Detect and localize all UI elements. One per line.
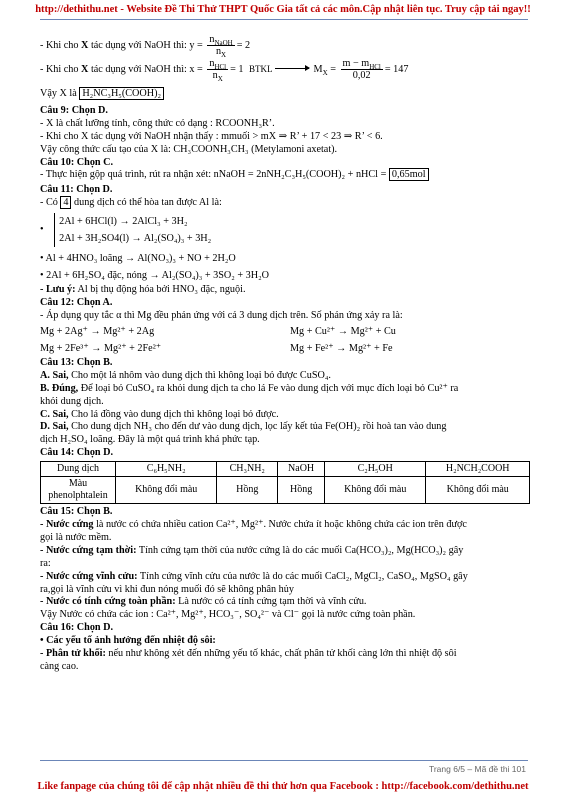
boxed-number: 4	[60, 196, 71, 209]
option-d	[40, 421, 530, 434]
text: =	[327, 63, 336, 75]
top-banner-link[interactable]: http://dethithu.net - Website Đề Thi Thử THPT Quốc Gia tất cả các môn.Cập nhật liên tục. Truy cập tải ngay!!	[35, 4, 531, 15]
num-sub: HCl	[214, 63, 227, 72]
den-sub: X	[221, 51, 227, 60]
text: Để loại bỏ CuSO₄ ra khỏi dung dịch ta cho lá Fe vào dung dịch với mục đích loại bỏ Cu²⁺ ra	[78, 382, 459, 394]
num: n	[209, 34, 215, 45]
den: n	[212, 70, 218, 81]
text: - Áp dụng quy tắc α thì Mg đều phản ứng với cả 3 dung dịch trên. Số phản ứng xảy ra là:	[40, 309, 403, 321]
text: tác dụng với NaOH thì: x =	[88, 63, 203, 75]
fraction-naoh	[207, 34, 234, 60]
table-cell: Không đổi màu	[325, 477, 426, 504]
text	[40, 169, 530, 182]
text: - Khi cho	[40, 63, 82, 75]
text: là nước có chứa nhiều cation Ca²⁺, Mg²⁺. Nước chứa ít hoặc không chứa các ion trên được	[93, 519, 467, 531]
reaction-row	[40, 340, 530, 357]
reaction: • 2Al + 6H₂SO₄ đặc, nóng → Al₂(SO₄)₃ + 3SO₂ + 3H₂O	[40, 270, 270, 282]
hcl-ratio-line	[40, 58, 530, 86]
table-row	[41, 477, 530, 504]
text: gọi là nước mềm.	[40, 531, 112, 543]
text	[40, 545, 530, 558]
sub: X	[322, 68, 328, 77]
text	[40, 519, 530, 532]
boxed-answer: 0,65mol	[389, 168, 429, 181]
text	[40, 197, 530, 210]
table-header-cell: C₂H₅OH	[325, 462, 426, 477]
text: Al bị thụ động hóa bởi HNO₃ đặc, nguội.	[75, 284, 246, 296]
table-cell: Màu phenolphtalein	[41, 477, 116, 504]
table-cell: Không đổi màu	[426, 477, 530, 504]
text	[40, 648, 530, 661]
table-header-cell: C₆H₅NH₂	[116, 462, 217, 477]
arrow-icon	[275, 68, 309, 69]
label: A. Sai,	[40, 369, 69, 381]
reaction: Mg + 2Fe³⁺ → Mg²⁺ + 2Fe²⁺	[40, 342, 162, 354]
table-header-cell: NaOH	[278, 462, 325, 477]
label: - Nước cứng vĩnh cửu:	[40, 570, 138, 582]
table-header-cell: H₂NCH₂COOH	[426, 462, 530, 477]
reaction: Mg + Fe²⁺ → Mg²⁺ + Fe	[290, 342, 393, 354]
num-sub: HCl	[369, 63, 381, 72]
table-cell: Không đổi màu	[116, 477, 217, 504]
text: khỏi dung dịch.	[40, 395, 104, 407]
label: - Phân tử khối:	[40, 648, 106, 660]
label: C. Sai,	[40, 408, 69, 420]
text: ra,gọi là vĩnh cửu vì khi đun nóng muối đó sẽ không phân hủy	[40, 583, 294, 595]
result: = 2	[236, 39, 251, 51]
den: n	[215, 46, 222, 57]
text: dịch H₂SO₄ loãng. Đây là một quá trình khá phức tạp.	[40, 434, 260, 446]
text: - Khi cho	[40, 39, 82, 51]
note-label: - Lưu ý:	[40, 284, 76, 296]
text: Cho một lá nhôm vào dung dịch thì không loại bỏ được CuSO₄.	[68, 369, 331, 381]
question-9-heading: Câu 9: Chọn D.	[40, 104, 108, 116]
top-divider	[40, 19, 528, 20]
num-sub: NaOH	[214, 39, 233, 48]
table-header-cell: CH₃NH₂	[217, 462, 278, 477]
text: Tính cứng tạm thời của nước cứng là do các muối Ca(HCO₃)₂, Mg(HCO₃)₂ gây	[136, 544, 464, 556]
bottom-banner-link[interactable]: Like fanpage của chúng tôi để cập nhật nhiều đề thi thử hơn qua Facebook : http://facebook.com/dethithu.net	[37, 781, 529, 792]
reaction: 2Al + 6HCl(l) → 2AlCl₃ + 3H₂	[59, 216, 188, 228]
reaction: Mg + 2Ag⁺ → Mg²⁺ + 2Ag	[40, 325, 155, 337]
text: Là nước có cả tính cứng tạm thời và vĩnh cửu.	[175, 596, 367, 608]
label: - Nước cứng tạm thời:	[40, 544, 137, 556]
text: - Khi cho X tác dụng với NaOH nhận thấy : mmuối > mX ⇒ R’ + 17 < 23 ⇒ R’ < 6.	[40, 130, 383, 142]
text: Vậy X là	[40, 88, 77, 99]
text: dung dịch có thể hòa tan được Al là:	[71, 197, 222, 209]
question-16-heading: Câu 16: Chọn D.	[40, 622, 114, 634]
brace-group	[54, 213, 211, 247]
subheading: • Các yếu tố ảnh hưởng đến nhiệt độ sôi:	[40, 635, 216, 647]
reaction: Mg + Cu²⁺ → Mg²⁺ + Cu	[290, 325, 396, 337]
label: - Nước có tính cứng toàn phần:	[40, 596, 176, 608]
option-a	[40, 370, 530, 383]
bullet: •	[40, 223, 44, 235]
text: Cho lá đồng vào dung dịch thì không loại bỏ được.	[68, 408, 279, 420]
text: Vậy Nước có chứa các ion : Ca²⁺, Mg²⁺, HCO₃⁻, SO₄²⁻ và Cl⁻ gọi là nước cứng toàn phần.	[40, 609, 416, 621]
label: D. Sai,	[40, 421, 69, 433]
text: - Thực hiện gộp quá trình, rút ra nhận xét: nNaOH = 2nNH₂C₃H₅(COOH)₂ + nHCl =	[40, 169, 387, 181]
label: - Nước cứng	[40, 519, 94, 531]
num: n	[209, 58, 215, 69]
reaction: • Al + 4HNO₃ loãng → Al(NO₃)₃ + NO + 2H₂O	[40, 253, 236, 265]
table-header-cell: Dung dịch	[41, 462, 116, 477]
solution-content	[40, 34, 530, 674]
reaction-row	[40, 323, 530, 340]
question-14-heading: Câu 14: Chọn D.	[40, 447, 114, 459]
reaction-brace	[40, 213, 530, 247]
arrow-label: BTKL	[249, 64, 273, 75]
table-cell: Hồng	[278, 477, 325, 504]
text	[40, 571, 530, 584]
reaction: 2Al + 3H₂SO4(l) → Al₂(SO₄)₃ + 3H₂	[59, 233, 212, 245]
text: Vậy công thức cấu tạo của X là: CH₃COONH₃CH₃ (Metylamoni axetat).	[40, 143, 338, 155]
text: Tính cứng vĩnh cửu của nước là do các muối CaCl₂, MgCl₂, CaSO₄, MgSO₄ gây	[137, 570, 468, 582]
text: - X là chất lưỡng tính, công thức có dạng : RCOONH₃R’.	[40, 117, 275, 129]
text	[40, 596, 530, 609]
result: = 147	[384, 63, 409, 75]
compound-x: X	[81, 39, 89, 51]
num: m − m	[342, 58, 370, 69]
table-cell: Hồng	[217, 477, 278, 504]
text: càng cao.	[40, 661, 79, 672]
compound-x: X	[81, 63, 89, 75]
text: ra:	[40, 557, 51, 569]
page-number: Trang 6/5 – Mã đề thi 101	[428, 764, 526, 774]
text: Cho dung dịch NH₃ cho đến dư vào dung dịch, lọc lấy kết tủa Fe(OH)₂ rồi hoà tan vào dung	[68, 421, 447, 433]
naoh-ratio-line	[40, 34, 530, 58]
question-12-heading: Câu 12: Chọn A.	[40, 297, 113, 309]
label: B. Đúng,	[40, 382, 79, 394]
text: tác dụng với NaOH thì: y =	[88, 39, 203, 51]
text: M	[313, 63, 323, 75]
option-c	[40, 409, 530, 422]
note	[40, 284, 530, 297]
phenolphthalein-table	[40, 461, 530, 504]
table-header-row	[41, 462, 530, 477]
fraction-hcl	[207, 58, 228, 84]
question-11-heading: Câu 11: Chọn D.	[40, 184, 113, 196]
den: 0,02	[352, 70, 371, 81]
footer-divider	[40, 760, 528, 761]
text: - Có	[40, 197, 61, 209]
btkl-arrow	[249, 63, 311, 76]
boxed-answer: H₂NC₃H₅(COOH)₂	[79, 87, 164, 100]
option-b	[40, 383, 530, 396]
question-13-heading: Câu 13: Chọn B.	[40, 356, 113, 368]
fraction-mass	[341, 58, 383, 81]
question-15-heading: Câu 15: Chọn B.	[40, 506, 113, 518]
question-10-heading: Câu 10: Chọn C.	[40, 156, 114, 168]
text: = 1	[230, 63, 244, 75]
conclusion-line	[40, 88, 530, 101]
text: nếu như không xét đến những yếu tố khác, chất phân tử khối càng lớn thì nhiệt độ sôi	[105, 648, 457, 660]
den-sub: X	[217, 75, 223, 84]
